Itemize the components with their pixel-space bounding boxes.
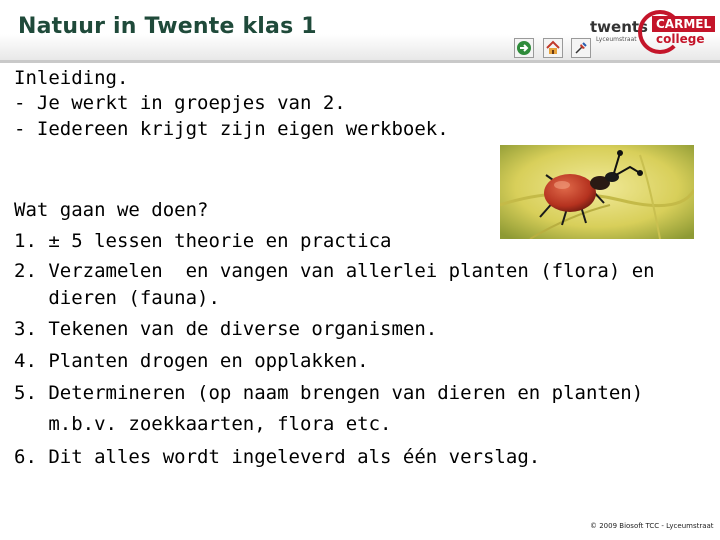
intro-heading: Inleiding. [14, 67, 129, 89]
beetle-photo [500, 145, 694, 239]
footer-copyright: © 2009 Biosoft TCC - Lyceumstraat [590, 522, 714, 530]
plan-item-continued: m.b.v. zoekkaarten, flora etc. [14, 413, 392, 435]
logo-brand-text: CARMEL [652, 16, 715, 32]
plan-item: 1. ± 5 lessen theorie en practica [14, 230, 392, 252]
home-icon [545, 40, 561, 56]
next-button[interactable] [514, 38, 534, 58]
intro-item: - Iedereen krijgt zijn eigen werkboek. [14, 118, 449, 140]
intro-item: - Je werkt in groepjes van 2. [14, 92, 346, 114]
arrow-right-icon [516, 40, 532, 56]
home-button[interactable] [543, 38, 563, 58]
plan-heading: Wat gaan we doen? [14, 199, 209, 221]
slide-title: Natuur in Twente klas 1 [18, 14, 317, 39]
logo-sub-text: Lyceumstraat [596, 36, 637, 43]
header-divider [0, 60, 720, 63]
slide-header [0, 0, 720, 62]
plan-item: 3. Tekenen van de diverse organismen. [14, 318, 438, 340]
plan-item: 6. Dit alles wordt ingeleverd als één verslag. [14, 446, 541, 468]
logo-brand-sub-text: college [656, 32, 705, 46]
plan-item: 4. Planten drogen en opplakken. [14, 350, 369, 372]
pin-icon [573, 40, 589, 56]
pin-button[interactable] [571, 38, 591, 58]
plan-item: 2. Verzamelen en vangen van allerlei planten (flora) en [14, 260, 655, 282]
plan-item-continued: dieren (fauna). [14, 287, 220, 309]
plan-item: 5. Determineren (op naam brengen van dieren en planten) [14, 382, 644, 404]
school-logo [586, 8, 712, 50]
logo-main-text: twents [590, 18, 648, 36]
